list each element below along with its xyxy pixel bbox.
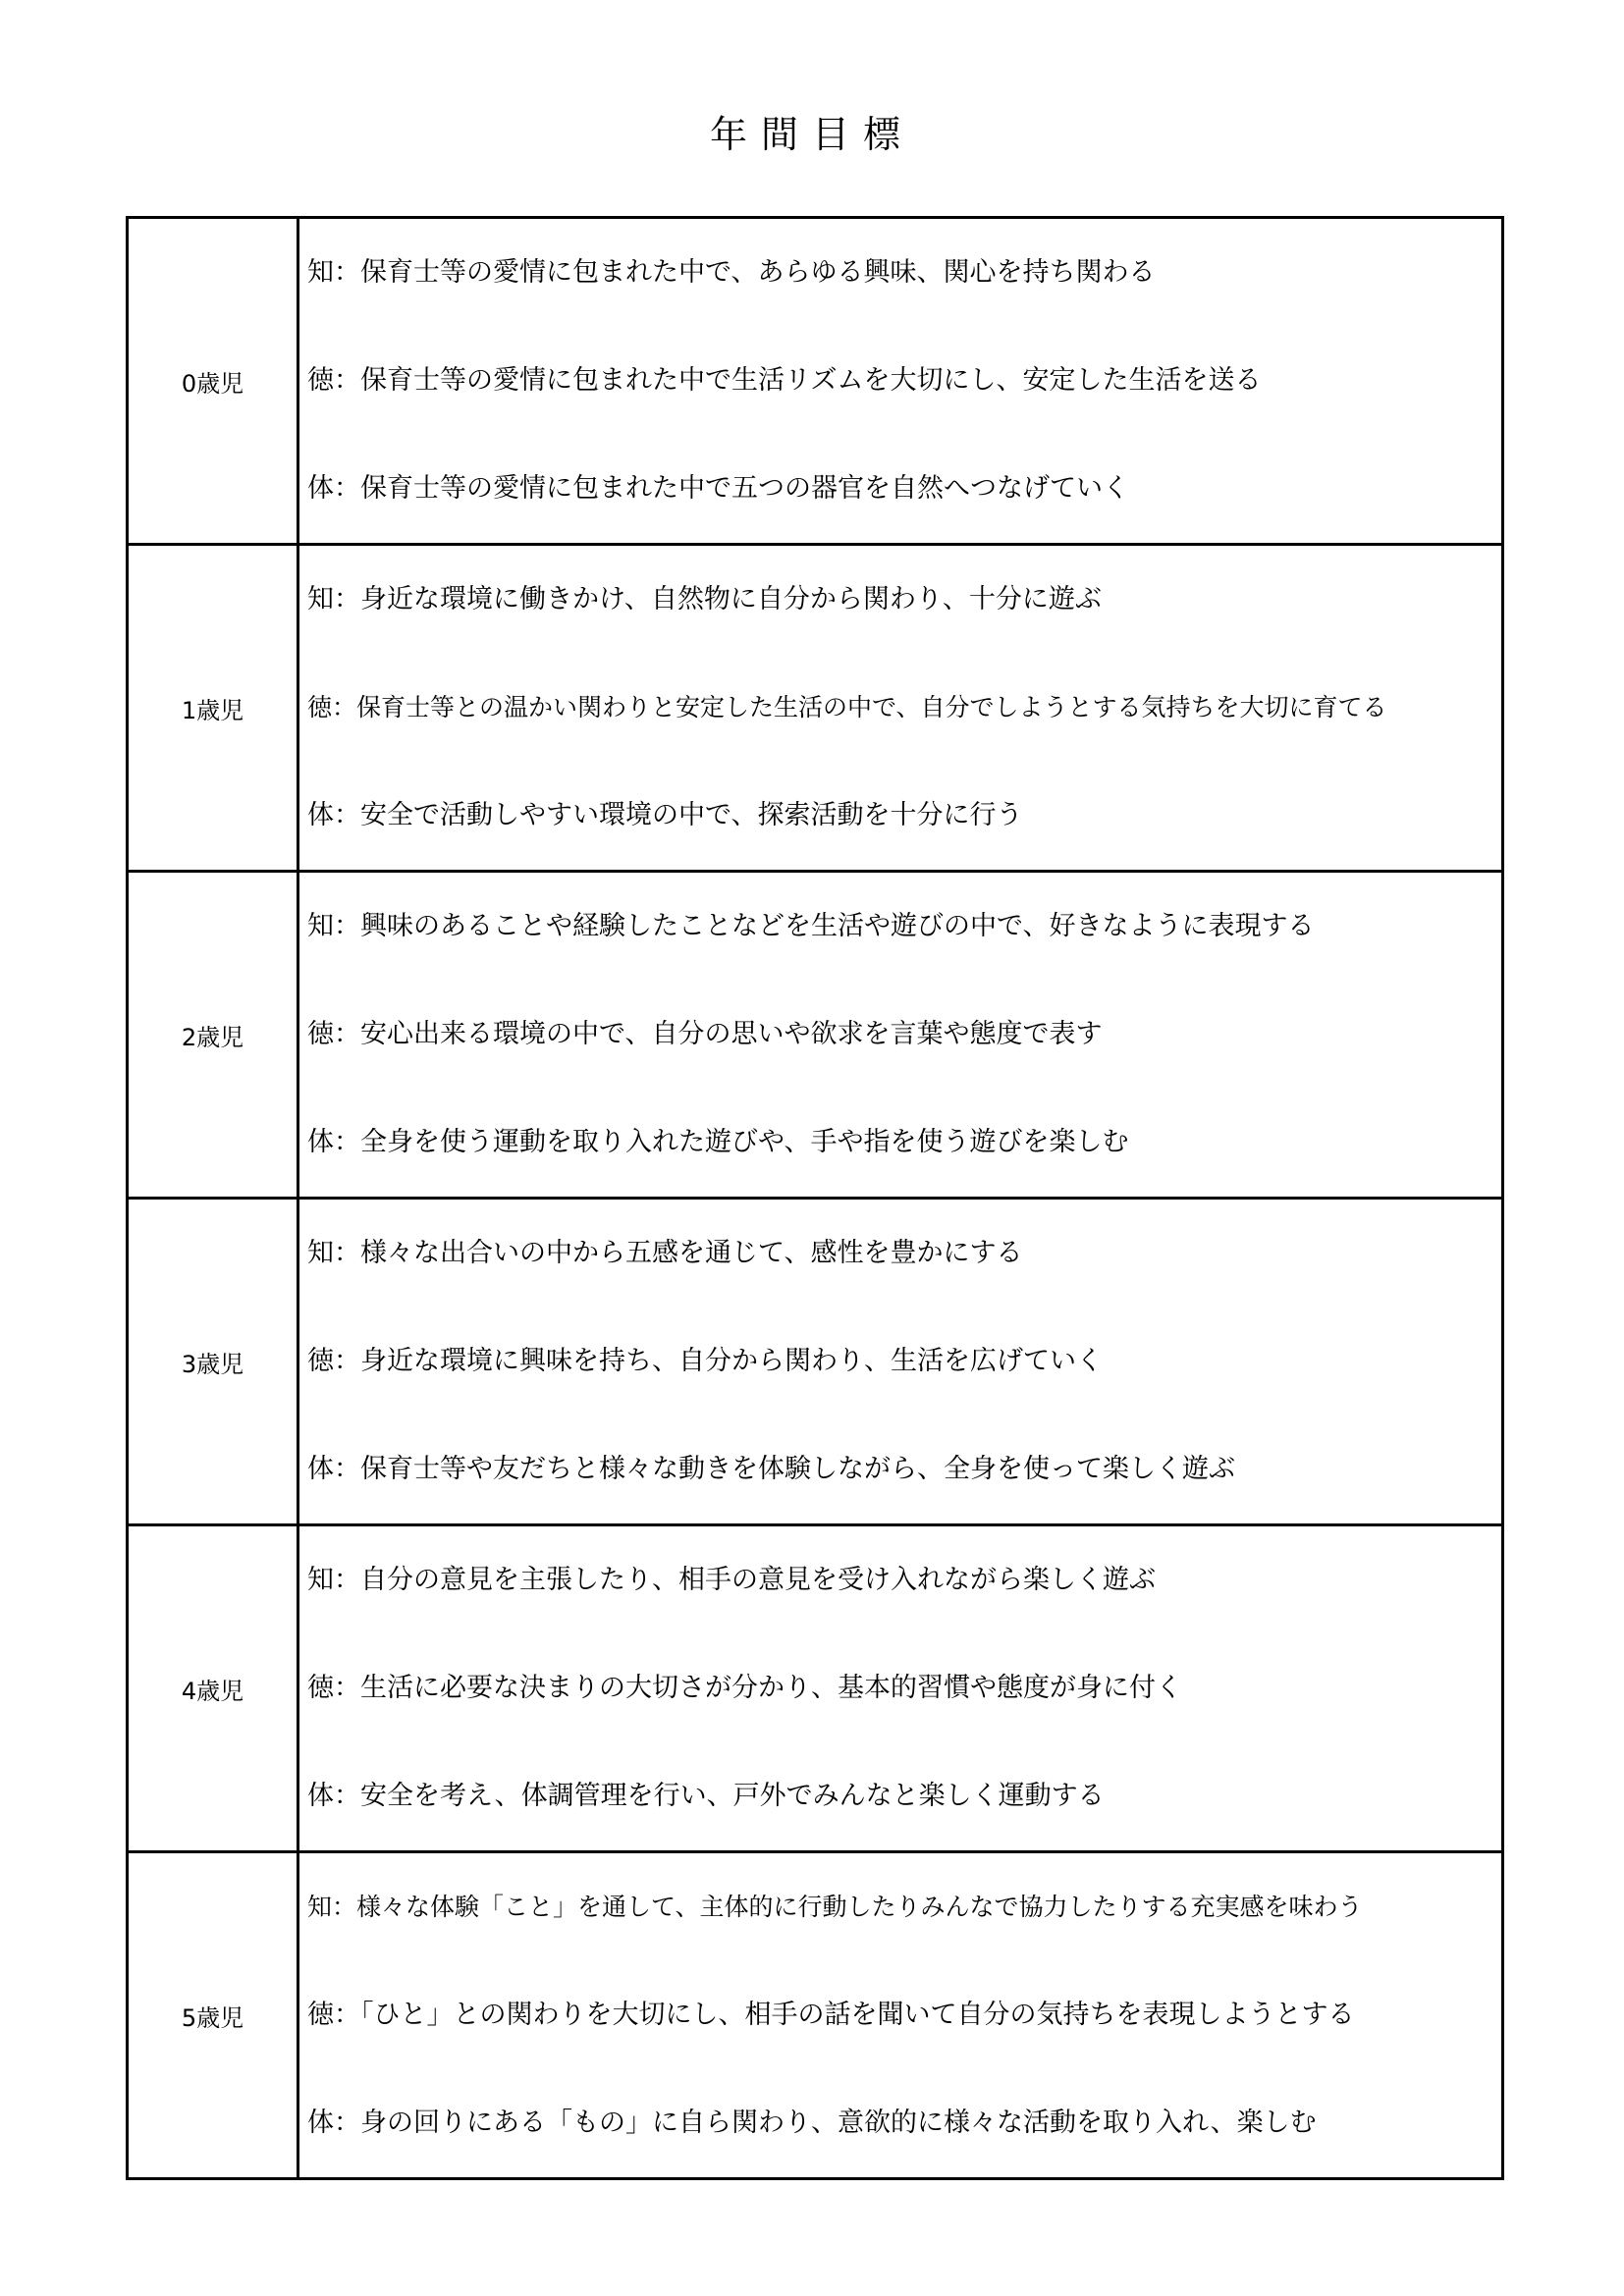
goals-cell (298, 218, 1503, 545)
goal-knowledge: 知：保育士等の愛情に包まれた中で、あらゆる興味、関心を持ち関わる (307, 257, 1156, 288)
goal-body: 体：身の回りにある「もの」に自ら関わり、意欲的に様々な活動を取り入れ、楽しむ (307, 2108, 1317, 2138)
table-row-age-5 (128, 1852, 1503, 2179)
table-row-age-0 (128, 218, 1503, 545)
goals-cell (298, 545, 1503, 872)
goal-knowledge: 知：身近な環境に働きかけ、自然物に自分から関わり、十分に遊ぶ (307, 584, 1102, 614)
age-label: 1歳児 (128, 545, 298, 872)
goal-knowledge: 知：様々な出合いの中から五感を通じて、感性を豊かにする (307, 1238, 1023, 1268)
age-label: 5歳児 (128, 1852, 298, 2179)
age-label: 2歳児 (128, 872, 298, 1199)
goals-cell (298, 1525, 1503, 1852)
goal-virtue: 徳：保育士等の愛情に包まれた中で生活リズムを大切にし、安定した生活を送る (307, 365, 1262, 396)
goal-virtue: 徳：安心出来る環境の中で、自分の思いや欲求を言葉や態度で表す (307, 1019, 1103, 1049)
goal-body: 体：保育士等の愛情に包まれた中で五つの器官を自然へつなげていく (307, 473, 1129, 504)
goal-body: 体：全身を使う運動を取り入れた遊びや、手や指を使う遊びを楽しむ (307, 1127, 1129, 1157)
table-row-age-4 (128, 1525, 1503, 1852)
page-title: 年間目標 (709, 113, 914, 156)
goal-virtue: 徳：「ひと」との関わりを大切にし、相手の話を聞いて自分の気持ちを表現しようとする (307, 2000, 1355, 2030)
age-label: 0歳児 (128, 218, 298, 545)
goal-virtue: 徳：生活に必要な決まりの大切さが分かり、基本的習慣や態度が身に付く (307, 1673, 1182, 1703)
age-label: 3歳児 (128, 1199, 298, 1525)
goal-knowledge: 知：興味のあることや経験したことなどを生活や遊びの中で、好きなように表現する (307, 911, 1315, 941)
table-row-age-1 (128, 545, 1503, 872)
goals-cell (298, 872, 1503, 1199)
goal-body: 体：保育士等や友だちと様々な動きを体験しながら、全身を使って楽しく遊ぶ (307, 1454, 1235, 1484)
goal-virtue: 徳：身近な環境に興味を持ち、自分から関わり、生活を広げていく (307, 1346, 1103, 1376)
age-label: 4歳児 (128, 1525, 298, 1852)
table-row-age-3 (128, 1199, 1503, 1525)
annual-goals-table (126, 216, 1504, 2180)
goal-virtue: 徳：保育士等との温かい関わりと安定した生活の中で、自分でしようとする気持ちを大切に育てる (307, 693, 1387, 721)
goal-body: 体：安全で活動しやすい環境の中で、探索活動を十分に行う (307, 800, 1023, 830)
goals-cell (298, 1852, 1503, 2179)
goal-body: 体：安全を考え、体調管理を行い、戸外でみんなと楽しく運動する (307, 1781, 1105, 1811)
goal-knowledge: 知：自分の意見を主張したり、相手の意見を受け入れながら楽しく遊ぶ (307, 1565, 1156, 1595)
table-row-age-2 (128, 872, 1503, 1199)
goal-knowledge: 知：様々な体験「こと」を通して、主体的に行動したりみんなで協力したりする充実感を味わう (307, 1893, 1363, 1921)
goals-cell (298, 1199, 1503, 1525)
